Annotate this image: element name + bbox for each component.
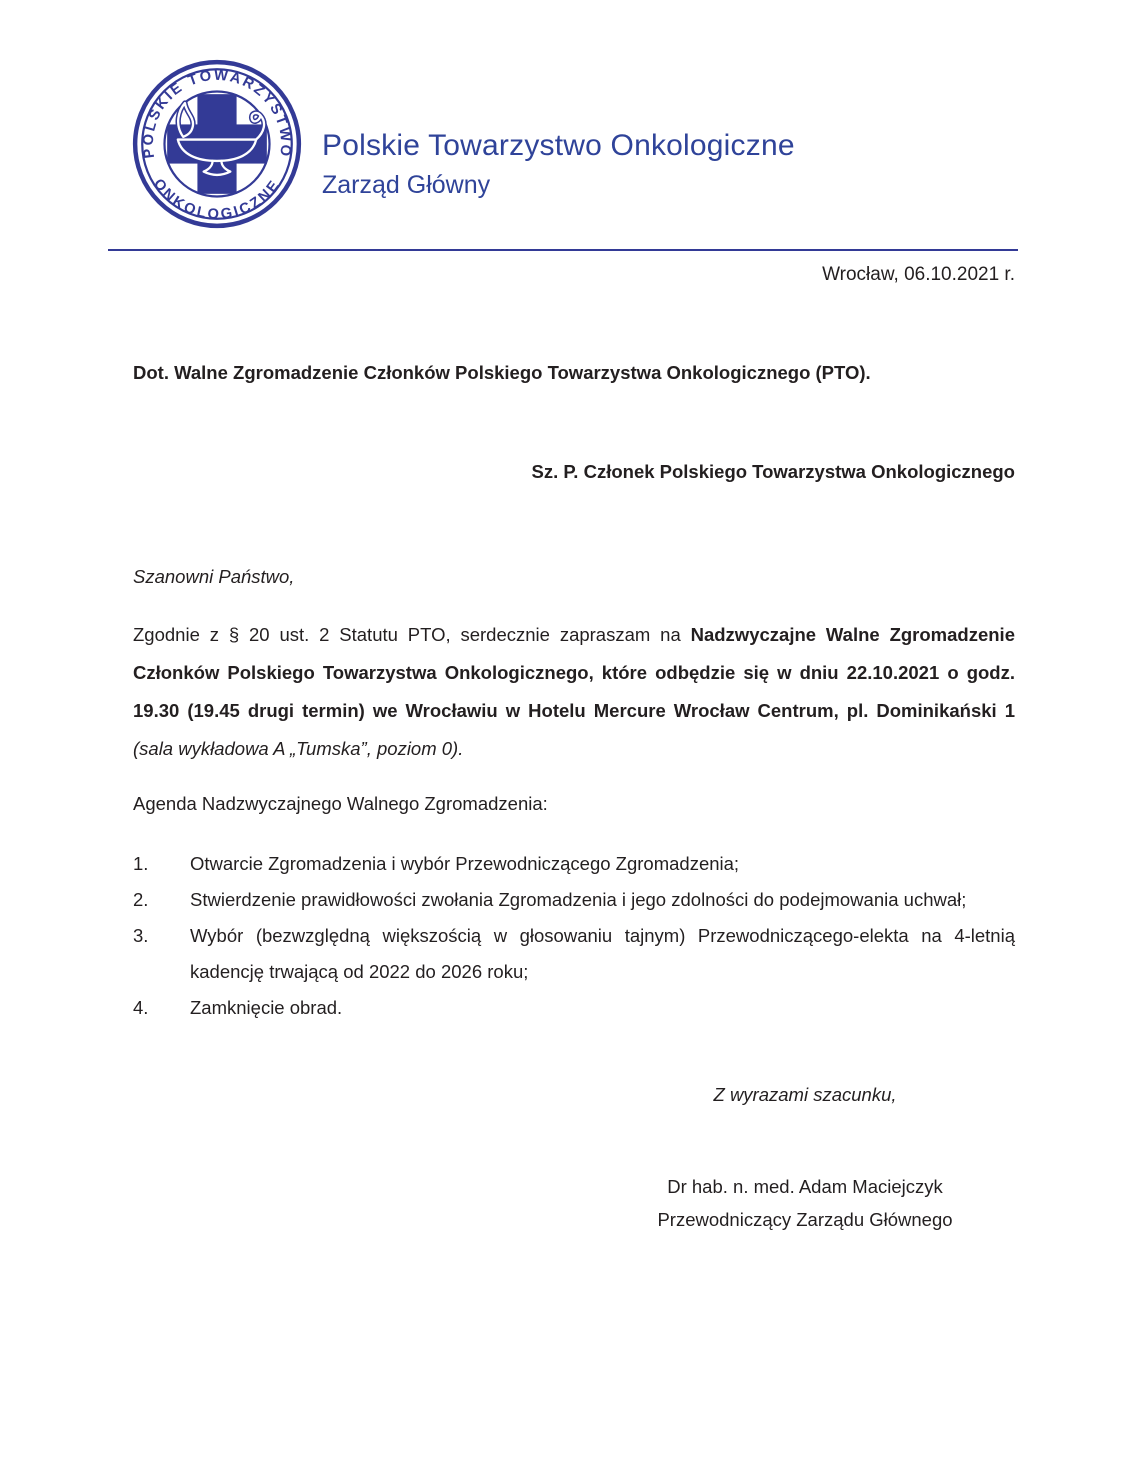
date-line: Wrocław, 06.10.2021 r.: [822, 264, 1015, 285]
agenda-item: [133, 882, 1015, 918]
agenda-item-number: 3.: [133, 924, 149, 946]
agenda-item-text: Zamknięcie obrad.: [190, 996, 343, 1018]
letter-content: [133, 264, 1015, 1231]
pto-logo: [128, 55, 306, 233]
agenda-item-text: Wybór (bezwzględną większością w głosowaniu tajnym) Przewodniczącego-elekta na 4-letnią kadencję trwającą od 2022 do 2026 roku;: [190, 924, 1015, 982]
agenda-item-text: Otwarcie Zgromadzenia i wybór Przewodniczącego Zgromadzenia;: [190, 852, 740, 874]
salutation-line: Szanowni Państwo,: [133, 566, 295, 587]
pto-seal-icon: [128, 55, 306, 233]
logo-ring-bottom-text: ONKOLOGICZNE: [149, 176, 285, 223]
paragraph-bold-text: Nadzwyczajne Walne Zgromadzenie Członków Polskiego Towarzystwa Onkologicznego, które odbędzie się w dniu 22.10.2021 o godz. 19.30 (19.45 drugi termin) we Wrocławiu w Hotelu Mercure Wrocław Centrum, pl. Dominikański 1: [133, 624, 1015, 721]
invitation-paragraph: [133, 616, 1015, 768]
addressee-line: Sz. P. Członek Polskiego Towarzystwa Onkologicznego: [531, 461, 1015, 482]
signature-name: Dr hab. n. med. Adam Maciejczyk: [667, 1176, 943, 1197]
closing-line: Z wyrazami szacunku,: [713, 1084, 897, 1105]
signature-title: Przewodniczący Zarządu Głównego: [657, 1209, 953, 1230]
agenda-item: [133, 846, 1015, 882]
letterhead: [128, 55, 1018, 233]
agenda-item: [133, 918, 1015, 990]
closing-block: [595, 1084, 1015, 1231]
org-title-block: [322, 129, 795, 200]
agenda-item-number: 4.: [133, 996, 149, 1018]
paragraph-italic-text: (sala wykładowa A „Tumska”, poziom 0).: [133, 737, 464, 759]
org-subtitle: Zarząd Główny: [322, 171, 491, 199]
subject-line: Dot. Walne Zgromadzenie Członków Polskiego Towarzystwa Onkologicznego (PTO).: [133, 362, 871, 383]
paragraph-regular-text: Zgodnie z § 20 ust. 2 Statutu PTO, serdecznie zapraszam na: [133, 624, 691, 645]
logo-ring-top-text: POLSKIE TOWARZYSTWO: [140, 67, 294, 160]
header-divider: [108, 249, 1018, 251]
agenda-item-number: 2.: [133, 888, 149, 910]
org-title: Polskie Towarzystwo Onkologiczne: [322, 129, 795, 162]
agenda-item: [133, 990, 1015, 1026]
agenda-item-text: Stwierdzenie prawidłowości zwołania Zgromadzenia i jego zdolności do podejmowania uchwał;: [190, 888, 967, 910]
agenda-item-number: 1.: [133, 852, 149, 874]
agenda-list: [133, 846, 1015, 1026]
agenda-heading: Agenda Nadzwyczajnego Walnego Zgromadzenia:: [133, 792, 548, 814]
